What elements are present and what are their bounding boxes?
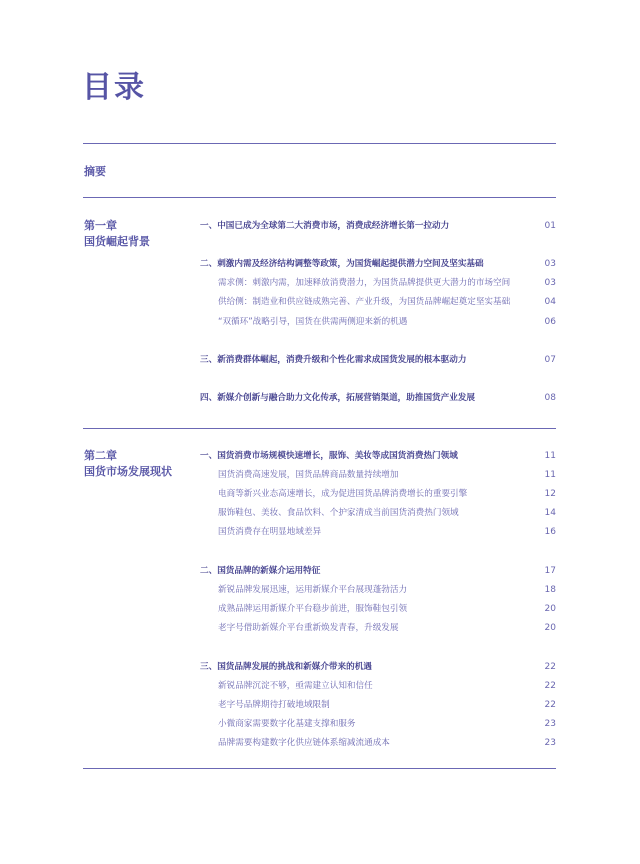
toc-entry-title: 供给侧：制造业和供应链成熟完善、产业升级，为国货品牌崛起奠定坚实基础: [218, 297, 511, 307]
chapter-2-subtitle: 国货市场发展现状: [84, 465, 172, 478]
toc-subentry[interactable]: [200, 295, 556, 309]
toc-subentry[interactable]: [200, 468, 556, 482]
toc-entry[interactable]: [200, 449, 556, 463]
toc-entry-title: 小微商家需要数字化基建支撑和服务: [218, 719, 356, 729]
toc-entry-page: 11: [544, 470, 556, 480]
toc-subentry[interactable]: [200, 698, 556, 712]
toc-entry-title: 老字号借助新媒介平台重新焕发青春，升级发展: [218, 623, 399, 633]
toc-entry-page: 16: [544, 527, 556, 537]
toc-entry-title: “双循环”战略引导，国货在供需两侧迎来新的机遇: [218, 317, 408, 327]
toc-subentry[interactable]: [200, 583, 556, 597]
toc-entry-title: 需求侧：刺激内需，加速释放消费潜力，为国货品牌提供更大潜力的市场空间: [218, 278, 511, 288]
toc-entry-title: 新锐品牌发展迅速，运用新媒介平台展现蓬勃活力: [218, 585, 408, 595]
toc-subentry[interactable]: [200, 276, 556, 290]
toc-entry-page: 14: [544, 508, 556, 518]
toc-subentry[interactable]: [200, 717, 556, 731]
toc-entry-page: 22: [544, 681, 556, 691]
toc-entry-title: 新锐品牌沉淀不够，亟需建立认知和信任: [218, 681, 373, 691]
toc-entry-title: 国货消费存在明显地域差异: [218, 527, 322, 537]
toc-entry-page: 22: [544, 662, 556, 672]
toc-subentry[interactable]: [200, 315, 556, 329]
toc-entry-title: 二、国货品牌的新媒介运用特征: [200, 566, 321, 576]
toc-entry-title: 二、刺激内需及经济结构调整等政策，为国货崛起提供潜力空间及坚实基础: [200, 259, 484, 269]
toc-entry-title: 一、国货消费市场规模快速增长，服饰、美妆等成国货消费热门领域: [200, 451, 458, 461]
toc-entry-page: 20: [544, 604, 556, 614]
divider-after-abstract: [83, 197, 556, 198]
chapter-2-heading: [84, 448, 172, 480]
toc-entry-page: 23: [544, 738, 556, 748]
chapter-1-heading: [84, 218, 150, 250]
toc-entry-title: 四、新媒介创新与融合助力文化传承，拓展营销渠道，助推国货产业发展: [200, 393, 476, 403]
toc-entry-page: 04: [544, 297, 556, 307]
toc-entry-page: 12: [544, 489, 556, 499]
toc-entry-page: 01: [544, 221, 556, 231]
divider-bottom: [83, 768, 556, 769]
toc-entry-title: 三、国货品牌发展的挑战和新媒介带来的机遇: [200, 662, 372, 672]
divider-chapter-1: [83, 428, 556, 429]
toc-subentry[interactable]: [200, 487, 556, 501]
chapter-1-number: 第一章: [84, 219, 117, 232]
abstract-heading: 摘要: [84, 165, 106, 178]
toc-entry-page: 18: [544, 585, 556, 595]
toc-entry-page: 07: [544, 355, 556, 365]
toc-entry[interactable]: [200, 257, 556, 271]
toc-entry[interactable]: [200, 564, 556, 578]
toc-entry-title: 品牌需要构建数字化供应链体系缩减流通成本: [218, 738, 390, 748]
toc-subentry[interactable]: [200, 679, 556, 693]
toc-entry-title: 三、新消费群体崛起，消费升级和个性化需求成国货发展的根本驱动力: [200, 355, 467, 365]
toc-entry-title: 国货消费高速发展，国货品牌商品数量持续增加: [218, 470, 399, 480]
toc-subentry[interactable]: [200, 506, 556, 520]
chapter-1-subtitle: 国货崛起背景: [84, 235, 150, 248]
toc-entry-page: 20: [544, 623, 556, 633]
toc-entry-title: 电商等新兴业态高速增长，成为促进国货品牌消费增长的重要引擎: [218, 489, 468, 499]
toc-entry[interactable]: [200, 660, 556, 674]
page-title: 目录: [82, 70, 146, 105]
toc-entry-page: 23: [544, 719, 556, 729]
toc-entry[interactable]: [200, 391, 556, 405]
toc-subentry[interactable]: [200, 602, 556, 616]
toc-entry-title: 一、中国已成为全球第二大消费市场，消费成经济增长第一拉动力: [200, 221, 450, 231]
toc-entry-title: 成熟品牌运用新媒介平台稳步前进，服饰鞋包引领: [218, 604, 408, 614]
toc-entry-page: 11: [544, 451, 556, 461]
chapter-2-number: 第二章: [84, 449, 117, 462]
toc-entry-page: 17: [544, 566, 556, 576]
toc-subentry[interactable]: [200, 621, 556, 635]
toc-entry-title: 服饰鞋包、美妆、食品饮料、个护家清成当前国货消费热门领域: [218, 508, 459, 518]
toc-entry-page: 03: [544, 278, 556, 288]
toc-entry[interactable]: [200, 219, 556, 233]
toc-entry-page: 08: [544, 393, 556, 403]
toc-entry-page: 22: [544, 700, 556, 710]
toc-subentry[interactable]: [200, 525, 556, 539]
divider-top: [83, 143, 556, 144]
toc-entry[interactable]: [200, 353, 556, 367]
toc-entry-page: 06: [544, 317, 556, 327]
toc-subentry[interactable]: [200, 736, 556, 750]
toc-entry-title: 老字号品牌期待打破地域限制: [218, 700, 330, 710]
toc-entry-page: 03: [544, 259, 556, 269]
